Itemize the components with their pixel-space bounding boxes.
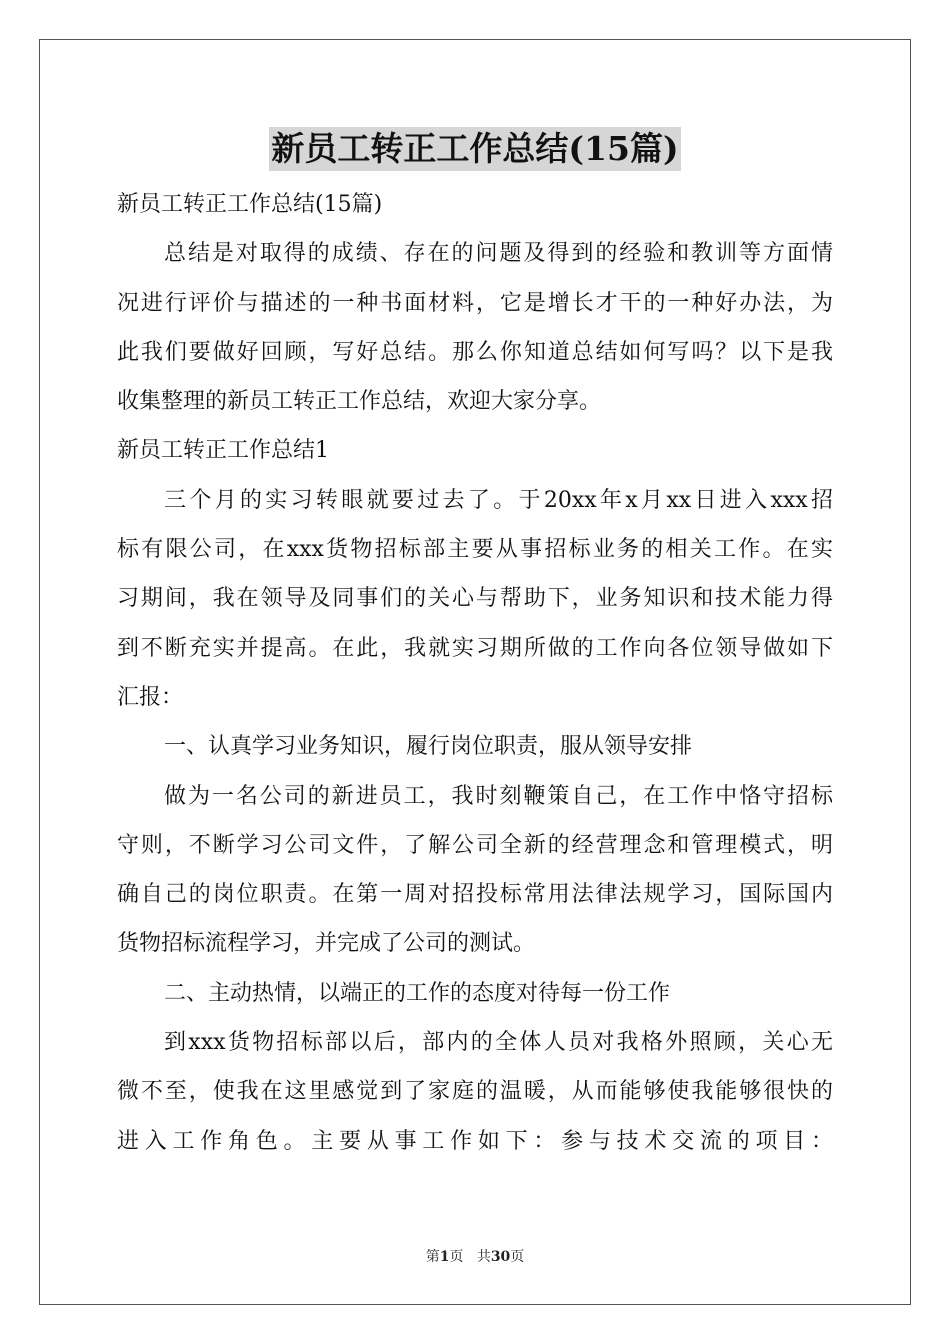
paragraph-line: 况进行评价与描述的一种书面材料，它是增长才干的一种好办法，为 bbox=[117, 290, 833, 316]
paragraph-line: 到不断充实并提高。在此，我就实习期所做的工作向各位领导做如下 bbox=[117, 635, 833, 661]
total-suffix: 页 bbox=[510, 1249, 525, 1265]
paragraph-line: 到xxx货物招标部以后，部内的全体人员对我格外照顾，关心无 bbox=[164, 1030, 833, 1056]
paragraph-line: 做为一名公司的新进员工，我时刻鞭策自己，在工作中恪守招标 bbox=[164, 783, 833, 809]
paragraph-line: 货物招标流程学习，并完成了公司的测试。 bbox=[117, 931, 536, 957]
subsection-heading: 二、主动热情，以端正的工作的态度对待每一份工作 bbox=[164, 980, 671, 1006]
page-prefix: 第 bbox=[425, 1249, 440, 1265]
page-number: 1 bbox=[439, 1249, 450, 1265]
page-suffix: 页 bbox=[449, 1249, 464, 1265]
paragraph-line: 总结是对取得的成绩、存在的问题及得到的经验和教训等方面情 bbox=[164, 241, 833, 267]
paragraph-line: 习期间，我在领导及同事们的关心与帮助下，业务知识和技术能力得 bbox=[117, 586, 833, 612]
total-pages: 30 bbox=[490, 1249, 511, 1265]
paragraph-line: 守则，不断学习公司文件，了解公司全新的经营理念和管理模式，明 bbox=[117, 832, 833, 858]
paragraph-line: 此我们要做好回顾，写好总结。那么你知道总结如何写吗？以下是我 bbox=[117, 339, 833, 365]
paragraph-line: 微不至，使我在这里感觉到了家庭的温暖，从而能够使我能够很快的 bbox=[117, 1079, 833, 1105]
total-prefix: 共 bbox=[476, 1249, 491, 1265]
paragraph-line: 收集整理的新员工转正工作总结，欢迎大家分享。 bbox=[117, 389, 602, 415]
page-footer bbox=[0, 1247, 950, 1267]
document-body bbox=[117, 180, 833, 1166]
title-container bbox=[0, 127, 950, 171]
paragraph-line: 确自己的岗位职责。在第一周对招投标常用法律法规学习，国际国内 bbox=[117, 882, 833, 908]
subsection-heading: 一、认真学习业务知识，履行岗位职责，服从领导安排 bbox=[164, 734, 693, 760]
subtitle-line: 新员工转正工作总结(15篇) bbox=[117, 192, 383, 217]
paragraph-line: 汇报： bbox=[117, 684, 184, 710]
paragraph-line: 标有限公司，在xxx货物招标部主要从事招标业务的相关工作。在实 bbox=[117, 537, 833, 563]
section-heading: 新员工转正工作总结1 bbox=[117, 438, 329, 464]
document-title: 新员工转正工作总结(15篇) bbox=[269, 127, 680, 171]
paragraph-line: 进入工作角色。主要从事工作如下：参与技术交流的项目： bbox=[117, 1128, 833, 1154]
paragraph-line: 三个月的实习转眼就要过去了。于20xx年x月xx日进入xxx招 bbox=[164, 487, 833, 513]
